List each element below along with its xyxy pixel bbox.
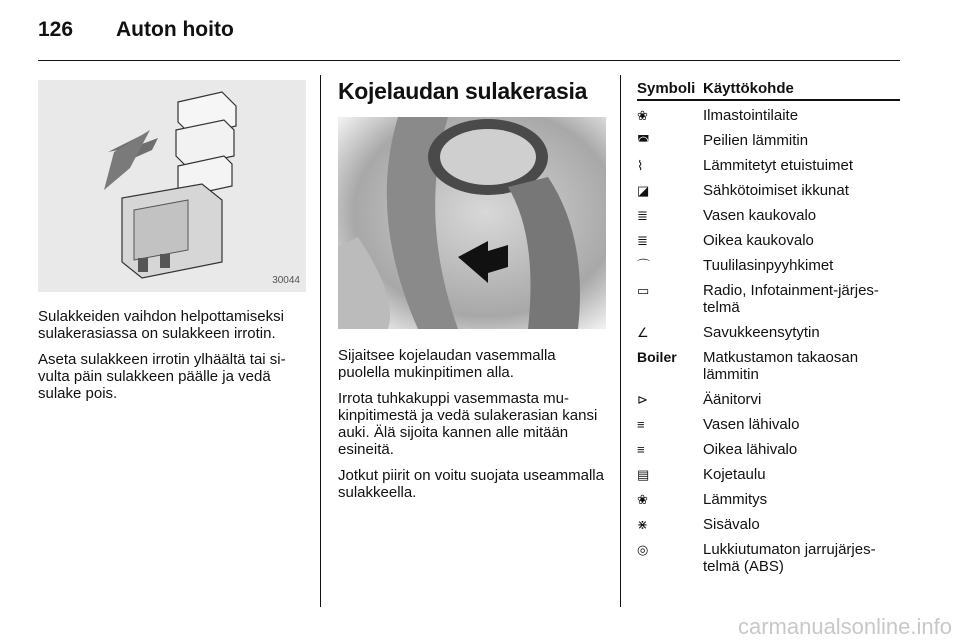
usage-cell: Kojetaulu [703, 466, 766, 483]
instrument-panel-icon: ▤ [637, 467, 650, 482]
wiper-icon: ⌒ [637, 258, 651, 273]
paragraph-open-cover: Irrota tuhkakuppi vasemmasta mukinpitimestä ja vedä sulakerasian kansi auki. Älä sijoita kannen alle mitään esineitä. [338, 390, 598, 458]
cigarette-lighter-icon: ∠ [637, 325, 649, 340]
symbol-cell [637, 343, 703, 385]
table-row [637, 100, 900, 126]
column-divider-left [320, 75, 321, 607]
fuse-symbol-table [637, 80, 900, 577]
symbol-cell [637, 226, 703, 251]
high-beam-right-icon: ≣ [637, 233, 648, 248]
table-body [637, 100, 900, 577]
usage-cell: Lämmitetyt etuistuimet [703, 157, 854, 174]
fuse-puller-drawing [38, 80, 306, 292]
page-title: Auton hoito [116, 18, 234, 41]
symbol-cell [637, 318, 703, 343]
usage-cell: Lukkiutumaton jarrujärjestelmä (ABS) [703, 541, 876, 575]
usage-cell: Sisävalo [703, 516, 760, 533]
watermark-text: carmanualsonline.info [737, 614, 952, 639]
paragraph-location: Sijaitsee kojelaudan vasemmalla puolella mukinpitimen alla. [338, 347, 556, 381]
dashboard-photo-drawing [338, 117, 606, 329]
power-window-icon: ◪ [637, 183, 650, 198]
table-row [637, 385, 900, 410]
section-heading: Kojelaudan sulakerasia [338, 78, 588, 104]
column-divider-right [620, 75, 621, 607]
table-row [637, 410, 900, 435]
horn-icon: ⊳ [637, 392, 648, 407]
usage-cell: Vasen lähivalo [703, 416, 800, 433]
abs-icon: ◎ [637, 542, 649, 557]
usage-cell: Oikea lähivalo [703, 441, 798, 458]
header-rule [38, 60, 900, 61]
table-row [637, 435, 900, 460]
paragraph-fuse-puller: Sulakkeiden vaihdon helpottamiseksi sulakerasiassa on sulakkeen irrotin. [38, 308, 284, 342]
paragraph-multiple-fuses: Jotkut piirit on voitu suojata useammalla sulakkeella. [338, 467, 604, 501]
low-beam-right-icon: ≡ [637, 442, 645, 457]
dashboard-fuse-box-photo [338, 117, 606, 329]
table-row [637, 251, 900, 276]
header-symbol: Symboli [637, 80, 703, 100]
radio-icon: ▭ [637, 283, 650, 298]
table-row [637, 318, 900, 343]
symbol-cell [637, 435, 703, 460]
symbol-cell [637, 535, 703, 577]
column-middle [338, 78, 606, 510]
usage-cell: Ilmastointilaite [703, 107, 799, 124]
symbol-cell [637, 460, 703, 485]
table-row [637, 343, 900, 385]
table-row [637, 201, 900, 226]
table-row [637, 126, 900, 151]
symbol-cell [637, 126, 703, 151]
usage-cell: Matkustamon takaosan lämmitin [703, 349, 859, 383]
symbol-cell [637, 510, 703, 535]
heater-fan-icon: ❀ [637, 492, 648, 507]
table-row [637, 276, 900, 318]
table-header-row [637, 80, 900, 100]
usage-cell: Vasen kaukovalo [703, 207, 817, 224]
page-number: 126 [38, 18, 74, 41]
low-beam-left-icon: ≡ [637, 417, 645, 432]
symbol-cell [637, 176, 703, 201]
symbol-text: Boiler [637, 349, 677, 365]
table-row [637, 485, 900, 510]
symbol-cell [637, 100, 703, 126]
figure-code: 30044 [272, 275, 300, 286]
seat-heater-icon: ⌇ [637, 158, 644, 173]
column-left [38, 80, 306, 411]
symbol-cell [637, 410, 703, 435]
table-row [637, 510, 900, 535]
usage-cell: Radio, Infotainment-järjestelmä [703, 282, 879, 316]
table-row [637, 535, 900, 577]
usage-cell: Lämmitys [703, 491, 768, 508]
paragraph-remove-fuse: Aseta sulakkeen irrotin ylhäältä tai sivulta päin sulakkeen päälle ja vedä sulake pois. [38, 351, 286, 402]
symbol-cell [637, 276, 703, 318]
symbol-cell [637, 201, 703, 226]
symbol-cell [637, 485, 703, 510]
symbol-cell [637, 385, 703, 410]
interior-light-icon: ⋇ [637, 517, 648, 532]
table-row [637, 176, 900, 201]
table-row [637, 226, 900, 251]
table-row [637, 460, 900, 485]
usage-cell: Äänitorvi [703, 391, 762, 408]
column-right [637, 80, 900, 577]
high-beam-left-icon: ≣ [637, 208, 648, 223]
usage-cell: Sähkötoimiset ikkunat [703, 182, 849, 199]
usage-cell: Peilien lämmitin [703, 132, 809, 149]
table-row [637, 151, 900, 176]
fuse-puller-illustration [38, 80, 306, 292]
mirror-heater-icon: ◚ [637, 133, 650, 148]
usage-cell: Oikea kaukovalo [703, 232, 814, 249]
symbol-cell [637, 151, 703, 176]
usage-cell: Tuulilasinpyyhkimet [703, 257, 834, 274]
usage-cell: Savukkeensytytin [703, 324, 820, 341]
header-usage: Käyttökohde [703, 80, 900, 100]
fan-icon: ❀ [637, 108, 648, 123]
symbol-cell [637, 251, 703, 276]
